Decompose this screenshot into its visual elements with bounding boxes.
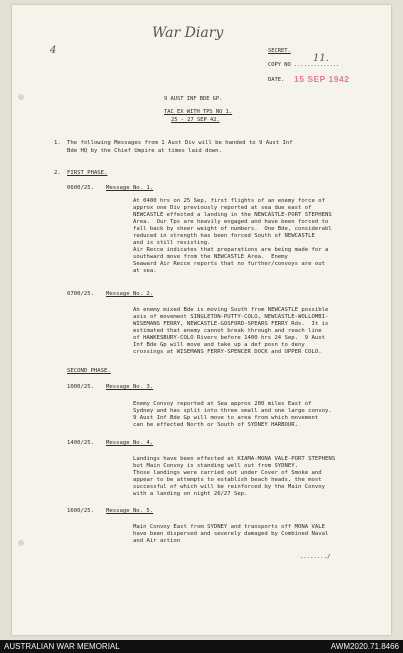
message-label: Message No. 4. <box>106 440 154 446</box>
punch-hole <box>18 94 24 100</box>
message-time: 1400/25. <box>67 440 94 446</box>
second-phase-title: SECOND PHASE. <box>67 368 111 374</box>
footer-accession-number: AWM2020.71.8466 <box>330 642 399 651</box>
security-classification: SECRET. <box>268 48 291 54</box>
message-line: appear to be attempts to establish beach heads, the most <box>133 477 322 483</box>
message-line: Main Convoy East from SYDNEY and transports off MONA VALE <box>133 524 325 530</box>
message-time: 0700/25. <box>67 291 94 297</box>
footer-source: AUSTRALIAN WAR MEMORIAL <box>4 642 120 651</box>
message-line: have been dispersed and severely damaged by Combined Naval <box>133 531 329 537</box>
punch-hole <box>18 540 24 546</box>
message-label: Message No. 1. <box>106 185 154 191</box>
message-line: Landings have been effected at KIAMA-MONA VALE-PORT STEPHENS <box>133 456 336 462</box>
message-line: approx one Div previously reported at sea due east of <box>133 205 312 211</box>
date-label: DATE. <box>268 77 285 83</box>
date-stamp: 15 SEP 1942 <box>294 74 350 84</box>
message-label: Message No. 2. <box>106 291 154 297</box>
handwritten-margin-mark: 4 <box>50 45 57 56</box>
message-line: Air Recce indicates that preparations are being made for a <box>133 247 329 253</box>
first-phase-title: FIRST PHASE. <box>67 170 108 176</box>
message-line: Sydney and has split into three small and one large convoy. <box>133 408 332 414</box>
handwritten-number: 11. <box>313 53 329 64</box>
heading-line-2: TAC EX WITH TPS NO 1. <box>164 109 233 115</box>
message-line: estimated that enemy cannot break through and reach line <box>133 328 322 334</box>
message-line: 9 Aust Inf Bde Gp will move to area from which movement <box>133 415 319 421</box>
message-line: southward move from the NEWCASTLE Area. Enemy <box>133 254 288 260</box>
footer-bar <box>0 640 403 653</box>
message-line: WISEMANS FERRY, NEWCASTLE-GOSFORD-SPEARS FERRY Rds. It is <box>133 321 329 327</box>
message-time: 1000/25. <box>67 384 94 390</box>
para-1-number: 1. <box>54 140 61 146</box>
message-line: NEWCASTLE effected a landing in the NEWCASTLE-PORT STEPHENS <box>133 212 332 218</box>
message-line: and is still resisting. <box>133 240 211 246</box>
copy-number: COPY NO .............. <box>268 62 340 68</box>
heading-line-3: 25 - 27 SEP 42. <box>171 117 220 123</box>
message-line: axis of movement SINGLETON-PUTTY-COLO, NEWCASTLE-WOLLOMBI- <box>133 314 329 320</box>
message-label: Message No. 5. <box>106 508 154 514</box>
heading-line-1: 9 AUST INF BDE GP. <box>164 96 223 102</box>
message-line: can be effected North or South of SYDNEY HARBOUR. <box>133 422 299 428</box>
message-line: successful of which will be reinforced by the Main Convoy <box>133 484 325 490</box>
message-time: 1600/25. <box>67 508 94 514</box>
message-line: at sea. <box>133 268 157 274</box>
para-2-number: 2. <box>54 170 61 176</box>
handwritten-title: War Diary <box>152 25 224 41</box>
message-time: 0600/25. <box>67 185 94 191</box>
message-line: Area. Our Tps are heavily engaged and have been forced to <box>133 219 329 225</box>
message-line: crossings at WISEMANS FERRY-SPENCER DOCK and UPPER COLO. <box>133 349 322 355</box>
para-1-line: The following Messages from 1 Aust Div will be handed to 9 Aust Inf <box>67 140 293 146</box>
message-line: Those landings were carried out under Cover of Smoke and <box>133 470 322 476</box>
message-line: fall back by sheer weight of numbers. One Bde, considerabl <box>133 226 332 232</box>
message-line: with a landing on night 26/27 Sep. <box>133 491 248 497</box>
message-line: Seaward Air Recce reports that no further/convoys are out <box>133 261 325 267</box>
message-line: of HAWKESBURY-COLO Rivers before 1400 hrs 24 Sep. 9 Aust <box>133 335 325 341</box>
message-line: reduced in strength has been forced South of NEWCASTLE <box>133 233 315 239</box>
message-line: but Main Convoy is standing well out from SYDNEY. <box>133 463 299 469</box>
message-line: At 0400 hrs on 25 Sep, first flights of an enemy force of <box>133 198 325 204</box>
continuation-mark: ......../ <box>300 554 331 560</box>
message-line: Enemy Convoy reported at Sea approx 200 miles East of <box>133 401 312 407</box>
message-line: and Air action <box>133 538 181 544</box>
para-1-line: Bde HQ by the Chief Umpire at times laid down. <box>67 148 222 154</box>
message-label: Message No. 3. <box>106 384 154 390</box>
message-line: An enemy mixed Bde is moving South from NEWCASTLE possible <box>133 307 329 313</box>
message-line: Inf Bde Gp will move and take up a def posn to deny <box>133 342 305 348</box>
